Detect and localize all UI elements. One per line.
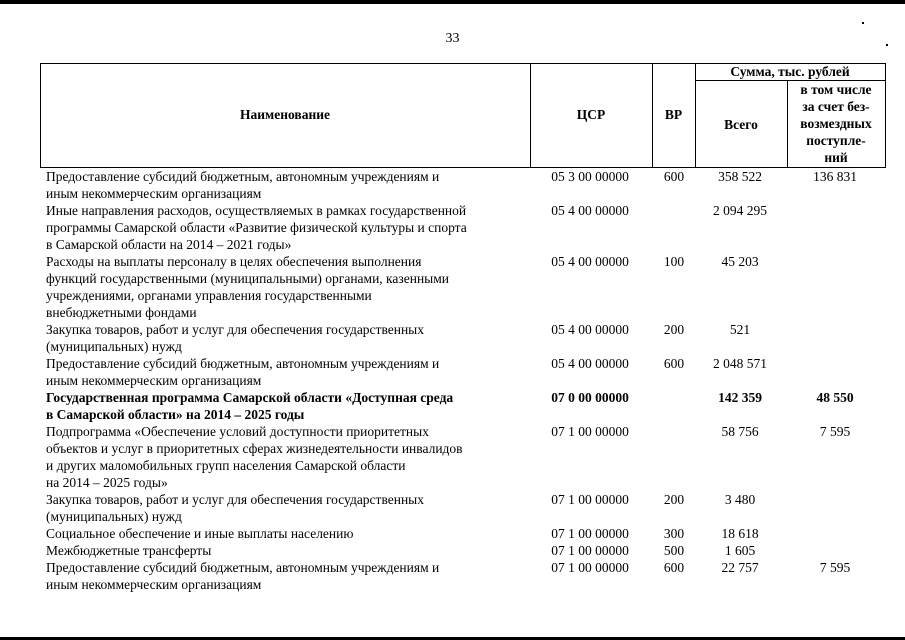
row-name-line: функций государственными (муниципальными) органами, казенными	[46, 271, 450, 286]
row-name	[46, 491, 531, 525]
row-name-line: Предоставление субсидий бюджетным, автономным учреждениям и	[46, 560, 440, 575]
row-total: 58 756	[721, 424, 759, 439]
table-row	[40, 542, 885, 559]
row-name	[46, 355, 531, 389]
row-vr: 200	[663, 322, 685, 337]
row-name	[46, 168, 531, 202]
row-name	[46, 202, 531, 253]
table-row	[40, 389, 885, 423]
row-vr: 600	[663, 560, 685, 575]
row-total: 2 048 571	[713, 356, 767, 371]
page-number: 33	[445, 31, 460, 46]
row-name-line: Расходы на выплаты персоналу в целях обеспечения выполнения	[46, 254, 422, 269]
row-total: 521	[729, 322, 751, 337]
row-free-receipts: 48 550	[816, 390, 854, 405]
row-total: 358 522	[718, 169, 762, 184]
row-name	[46, 321, 531, 355]
row-vr: 100	[663, 254, 685, 269]
scan-speck	[862, 22, 864, 24]
row-name-line: (муниципальных) нужд	[46, 509, 182, 524]
row-csr: 05 4 00 00000	[551, 254, 629, 269]
table-row	[40, 559, 885, 593]
header-free-line: за счет без-	[802, 99, 870, 114]
row-name	[46, 525, 531, 542]
row-total: 2 094 295	[713, 203, 767, 218]
row-name-line: Предоставление субсидий бюджетным, автономным учреждениям и	[46, 356, 440, 371]
table-row	[40, 525, 885, 542]
header-free-line: в том числе	[800, 82, 872, 97]
header-free-line: поступле-	[806, 133, 866, 148]
row-name-line: на 2014 – 2025 годы»	[46, 475, 168, 490]
table-row	[40, 423, 885, 491]
row-csr: 07 1 00 00000	[551, 526, 629, 541]
row-name-line: в Самарской области» на 2014 – 2025 годы	[46, 407, 305, 422]
row-csr: 05 4 00 00000	[551, 356, 629, 371]
header-csr: ЦСР	[576, 107, 606, 122]
row-free-receipts: 7 595	[819, 424, 851, 439]
row-name-line: (муниципальных) нужд	[46, 339, 182, 354]
header-free-line: ний	[824, 150, 848, 165]
row-name	[46, 559, 531, 593]
row-name-line: Иные направления расходов, осуществляемых в рамках государственной	[46, 203, 467, 218]
row-name	[46, 423, 531, 491]
row-name-line: программы Самарской области «Развитие физической культуры и спорта	[46, 220, 467, 235]
header-free-receipts	[787, 81, 885, 166]
row-name-line: иным некоммерческим организациям	[46, 577, 262, 592]
table-row	[40, 321, 885, 355]
row-csr: 07 1 00 00000	[551, 543, 629, 558]
row-csr: 05 4 00 00000	[551, 203, 629, 218]
row-name-line: иным некоммерческим организациям	[46, 186, 262, 201]
row-name	[46, 389, 531, 423]
row-name-line: Закупка товаров, работ и услуг для обеспечения государственных	[46, 492, 425, 507]
row-csr: 07 0 00 00000	[551, 390, 629, 405]
row-total: 22 757	[721, 560, 759, 575]
table-row	[40, 202, 885, 253]
row-name-line: иным некоммерческим организациям	[46, 373, 262, 388]
row-vr: 600	[663, 356, 685, 371]
row-total: 18 618	[721, 526, 759, 541]
row-csr: 07 1 00 00000	[551, 560, 629, 575]
table-row	[40, 168, 885, 202]
row-total: 3 480	[724, 492, 756, 507]
table-row	[40, 253, 885, 321]
row-name-line: и других маломобильных групп населения Самарской области	[46, 458, 406, 473]
row-total: 45 203	[721, 254, 759, 269]
header-amount-group: Сумма, тыс. рублей	[730, 64, 850, 79]
header-free-line: возмездных	[800, 116, 872, 131]
row-name	[46, 253, 531, 321]
row-name-line: объектов и услуг в приоритетных сферах жизнедеятельности инвалидов	[46, 441, 463, 456]
header-vr: ВР	[664, 107, 683, 122]
row-name-line: Государственная программа Самарской области «Доступная среда	[46, 390, 454, 405]
row-vr: 600	[663, 169, 685, 184]
row-csr: 05 4 00 00000	[551, 322, 629, 337]
row-name-line: в Самарской области на 2014 – 2021 годы»	[46, 237, 292, 252]
row-name-line: внебюджетными фондами	[46, 305, 197, 320]
row-csr: 07 1 00 00000	[551, 424, 629, 439]
row-free-receipts: 7 595	[819, 560, 851, 575]
row-name-line: Предоставление субсидий бюджетным, автономным учреждениям и	[46, 169, 440, 184]
row-total: 1 605	[724, 543, 756, 558]
row-name-line: учреждениями, органами управления государственными	[46, 288, 372, 303]
row-name-line: Закупка товаров, работ и услуг для обеспечения государственных	[46, 322, 425, 337]
row-total: 142 359	[718, 390, 762, 405]
table-row	[40, 355, 885, 389]
scan-top-border	[0, 0, 905, 4]
row-free-receipts: 136 831	[813, 169, 857, 184]
row-csr: 07 1 00 00000	[551, 492, 629, 507]
row-name-line: Межбюджетные трансферты	[46, 543, 212, 558]
table-row	[40, 491, 885, 525]
header-total: Всего	[724, 117, 758, 132]
header-name: Наименование	[240, 107, 330, 122]
row-name	[46, 542, 531, 559]
row-vr: 200	[663, 492, 685, 507]
row-csr: 05 3 00 00000	[551, 169, 629, 184]
row-vr: 300	[663, 526, 685, 541]
row-name-line: Подпрограмма «Обеспечение условий доступности приоритетных	[46, 424, 429, 439]
row-vr: 500	[663, 543, 685, 558]
row-name-line: Социальное обеспечение и иные выплаты населению	[46, 526, 354, 541]
col-line	[885, 63, 886, 168]
